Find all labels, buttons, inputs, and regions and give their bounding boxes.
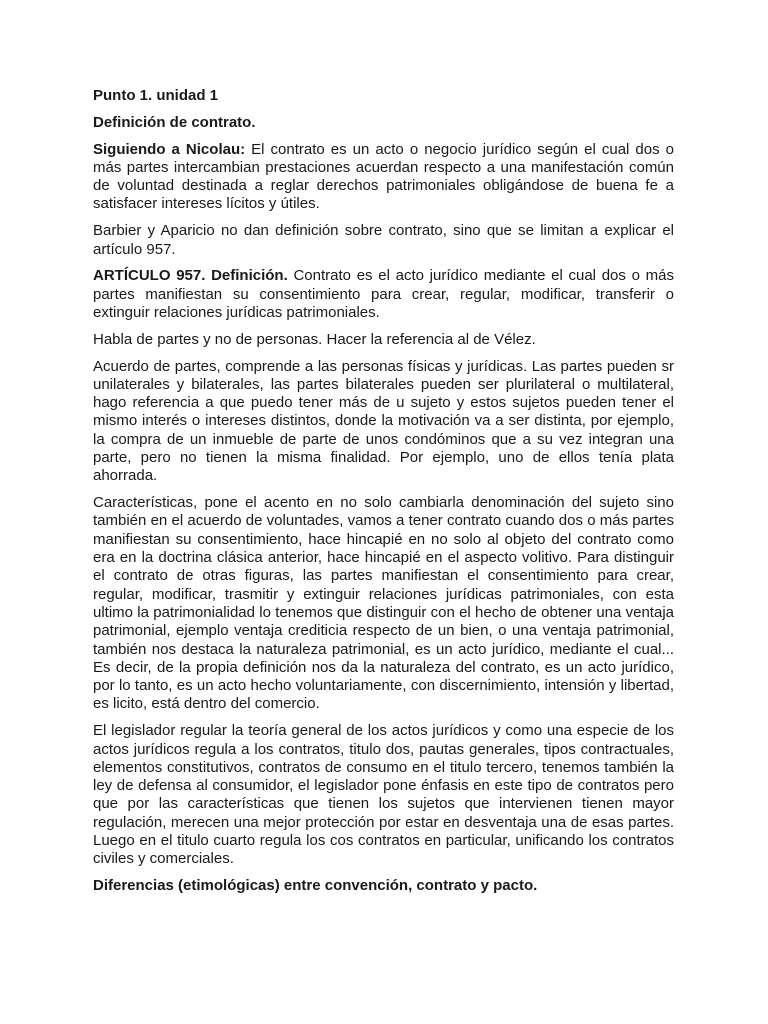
definition-heading: Definición de contrato. (93, 113, 256, 131)
paragraph-text: Contrato es el acto jurídico mediante el cual dos o más partes manifiestan su consentimiento para crear, regular, modificar, transferir o extinguir relaciones jurídicas patrimoniales. (93, 267, 674, 321)
paragraph-caracteristicas: Características, pone el acento en no solo cambiarla denominación del sujeto sino también en el acuerdo de voluntades, vamos a tener contrato cuando dos o más partes manifiestan su consentimiento, hace hincapié en no solo al objeto del contrato como era en la doctrina clásica anterior, hace hincapié en el aspecto volitivo. Para distinguir el contrato de otras figuras, las partes manifiestan el consentimiento para crear, regular, modificar, trasmitir y extinguir relaciones jurídicas patrimoniales, con esta ultimo la patrimonialidad lo tenemos que distinguir con el hecho de obtener una ventaja patrimonial, ejemplo ventaja crediticia respecto de un bien, o una ventaja patrimonial, también nos destaca la naturaleza patrimonial, es un acto jurídico, mediante el cual... Es decir, de la propia definición nos da la naturaleza del contrato, es un acto jurídico, por lo tanto, es un acto hecho voluntariamente, con discernimiento, intensión y libertad, es licito, está dentro del comercio. (93, 494, 674, 713)
document-page (93, 87, 674, 904)
paragraph-lead: Siguiendo a Nicolau: (93, 140, 246, 158)
paragraph-nicolau (93, 141, 674, 214)
paragraph-barbier: Barbier y Aparicio no dan definición sobre contrato, sino que se limitan a explicar el artículo 957. (93, 222, 674, 258)
paragraph-article-957 (93, 267, 674, 322)
paragraph-partes: Habla de partes y no de personas. Hacer la referencia al de Vélez. (93, 330, 536, 348)
paragraph-acuerdo: Acuerdo de partes, comprende a las personas físicas y jurídicas. Las partes pueden sr unilaterales y bilaterales, las partes bilaterales pueden ser plurilateral o multilateral, hago referencia a que puedo tener más de u sujeto y estos sujetos pueden tener el mismo interés o intereses distintos, donde la motivación va a ser distinta, por ejemplo, la compra de un inmueble de parte de unos condóminos que a su vez integran una parte, pero no tienen la misma finalidad. Por ejemplo, uno de ellos tenía plata ahorrada. (93, 357, 674, 485)
differences-heading: Diferencias (etimológicas) entre convención, contrato y pacto. (93, 877, 538, 895)
paragraph-text: El contrato es un acto o negocio jurídico según el cual dos o más partes intercambian prestaciones acuerdan respecto a una manifestación común de voluntad destinada a reglar derechos patrimoniales obligándose de buena fe a satisfacer intereses lícitos y útiles. (93, 140, 674, 213)
section-heading: Punto 1. unidad 1 (93, 87, 219, 104)
paragraph-lead: ARTÍCULO 957. Definición. (93, 267, 288, 285)
paragraph-legislador: El legislador regular la teoría general de los actos jurídicos y como una especie de los actos jurídicos regula a los contratos, titulo dos, pautas generales, tipos contractuales, elementos constitutivos, contratos de consumo en el titulo tercero, tenemos también la ley de defensa al consumidor, el legislador pone énfasis en este tipo de contratos pero que por las características que tienen los sujetos que intervienen tienen mayor regulación, merecen una mejor protección por estar en desventaja una de esas partes. Luego en el titulo cuarto regula los cos contratos en particular, unificando los contratos civiles y comerciales. (93, 722, 674, 868)
